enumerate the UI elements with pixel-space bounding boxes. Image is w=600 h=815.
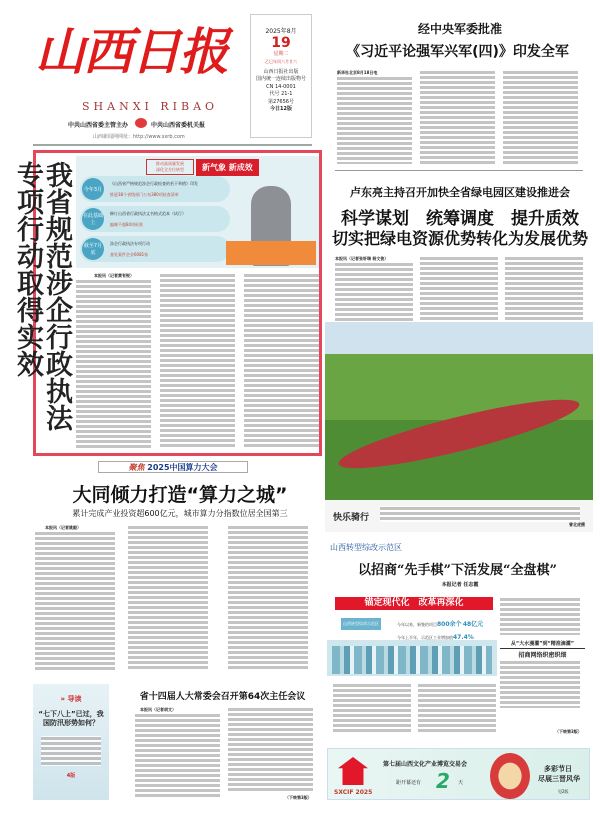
issue-number: 第27656号: [268, 98, 294, 105]
infographic-item: [80, 176, 230, 202]
story4-byline: 本报记者 任志霞: [441, 582, 479, 588]
story4-kicker: 山西转型综改示范区: [330, 543, 402, 552]
expo-slogan2: 尽展三晋风华: [538, 774, 580, 783]
year-month: 2025年8月: [265, 28, 297, 35]
story1-body: [420, 70, 495, 164]
lead-body: [244, 273, 319, 449]
item-sub: 推进38个省级部门公布380项检查清单: [110, 192, 179, 197]
photo-caption: [325, 500, 593, 532]
page-count: 今日12版: [270, 106, 292, 113]
expo-title: 第七届山西文化产业博览交易会: [383, 761, 468, 768]
tag1: 推动高质量发展: [156, 161, 184, 166]
story4-body: [500, 597, 580, 635]
lunar-date: 乙巳年闰六月廿六: [265, 58, 297, 64]
item-text: 修订山西省行政执法文书格式范本（试行）: [110, 211, 186, 216]
story1-body: [503, 70, 578, 164]
story1-dateline: 新华社北京8月18日电: [337, 70, 378, 75]
item-label: 截至7月底: [82, 238, 104, 260]
story3-banner: [98, 461, 248, 473]
lead-story-box: [12, 150, 322, 456]
figure-label: 山西转型综改示范区: [341, 618, 381, 630]
stat2-pre: 今年上半年，示范区工业增加值: [397, 635, 453, 640]
sponsor-right: 中共山西省委机关报: [151, 122, 206, 129]
figure-stat2: [397, 634, 474, 641]
expo-logo-icon: [338, 757, 368, 785]
item-text: 《山西省严格规范涉企行政检查的若干举措》印发: [110, 181, 198, 186]
item-label: 今年3月: [82, 178, 104, 200]
stat1: 800余个: [437, 621, 462, 628]
story5-body: [228, 707, 313, 793]
emblem-icon: [135, 118, 147, 128]
banner-prefix: 聚焦: [128, 463, 145, 472]
story3-subhead: 累计完成产业投资超600亿元，城市算力分指数位居全国第三: [72, 509, 288, 518]
story4-continued: （下转第3版）: [555, 729, 582, 734]
stat1-pre: 今年以来，新签约项目: [397, 622, 437, 627]
expo-slogan1: 多彩节日: [544, 764, 572, 773]
lead-body: [76, 279, 151, 449]
story5-continued: （下转第3版）: [285, 795, 312, 800]
countdown-days: 2: [436, 769, 450, 793]
story3-headline: 大同倾力打造“算力之城”: [72, 484, 288, 506]
cn-label: 国内统一连续出版物号: [255, 76, 306, 83]
story3-body: [128, 525, 208, 671]
story3-body: [228, 525, 308, 671]
story4-body: [418, 683, 496, 733]
story5-headline: 省十四届人大常委会召开第64次主任会议: [139, 692, 306, 702]
stat2: 47.4%: [453, 634, 474, 641]
infographic-item: [80, 236, 230, 262]
infographic-item: [80, 206, 230, 232]
story1-headline: 《习近平论强军兴军(四)》印发全军: [346, 44, 569, 60]
story4-headline: 以招商“先手棋”下活发展“全盘棋”: [358, 563, 557, 578]
story4-subtitle: 从“大水漫灌”到“精准滴灌”: [510, 641, 575, 647]
story1-body: [337, 76, 412, 164]
post-code: 代号 21-1: [269, 91, 293, 98]
divider: [335, 170, 583, 171]
banner-text: 2025中国算力大会: [147, 463, 218, 472]
weekday: 星期二: [273, 51, 289, 58]
lead-dateline: 本报讯（记者黄有锐）: [94, 273, 134, 278]
tag-box: [146, 159, 194, 175]
story2-dateline: 本报讯（记者张轩瑞 杨文俊）: [335, 256, 389, 261]
guide-question[interactable]: “七下八上”已过，我国防汛形势如何？: [38, 710, 104, 728]
item-text: 涉企行政执法专项行动: [110, 241, 150, 246]
date-box: [250, 14, 312, 138]
masthead-pinyin: SHANXI RIBAO: [82, 100, 219, 113]
story2-body: [420, 256, 498, 322]
sponsor-left: 中共山西省委主管主办: [68, 122, 129, 129]
publisher: 山西日报社出版: [263, 68, 299, 75]
photo-credit: 曾北虎摄: [569, 522, 585, 527]
stat1b: 48亿元: [462, 621, 484, 628]
story5-body: [135, 713, 220, 798]
lead-body: [160, 273, 235, 449]
story4-figure: [327, 616, 497, 676]
story3-dateline: 本报讯（记者姚毅）: [45, 525, 81, 530]
expo-banner: [327, 748, 590, 800]
newspaper-logo: 山西日报: [35, 22, 227, 81]
countdown-unit: 天: [458, 780, 464, 786]
day: 19: [271, 35, 291, 51]
figure-stat1: [397, 619, 483, 628]
story5-dateline: 本报讯（记者胡文）: [140, 707, 176, 712]
guide-body: [41, 736, 101, 766]
website: 山西新闻网网址：http://www.sxrb.com: [93, 134, 185, 140]
story2-body: [505, 256, 583, 322]
desk-illustration: [226, 241, 316, 265]
story2-body: [335, 262, 413, 322]
lead-headline: 我省规范涉企行政执法专项行动取得实效: [12, 161, 72, 431]
countdown-label: 距开幕还有: [396, 780, 422, 786]
caption-title: 快乐骑行: [333, 513, 370, 523]
expo-page-ref: 见2版: [558, 789, 569, 794]
item-sub: 编制不超84项标准: [110, 222, 144, 227]
tag2: 深化全方位转型: [156, 167, 184, 172]
guide-box: [33, 684, 109, 800]
story3-body: [35, 531, 115, 671]
divider: [33, 144, 312, 146]
story4-body: [500, 660, 580, 708]
cn-number: CN 14-0001: [266, 83, 296, 90]
cycling-photo: [325, 322, 593, 500]
story4-subtitle2: 招商网络织密织细: [500, 648, 585, 659]
item-sub: 查处案件企业6081家: [110, 252, 149, 257]
mascot-illustration: [490, 753, 530, 799]
story1-kicker: 经中央军委批准: [417, 22, 502, 36]
guide-page[interactable]: 4版: [66, 773, 76, 780]
story4-body: [333, 683, 411, 733]
expo-logo-text: SXCIF 2025: [334, 789, 373, 796]
tag-red: 新气象 新成效: [196, 159, 259, 176]
skyline: [332, 646, 492, 674]
story2-headline1: 科学谋划 统筹调度 提升质效: [341, 209, 579, 229]
road: [335, 388, 584, 481]
guide-title-text: 导读: [67, 695, 82, 703]
red-bar: 锚定现代化 改革再深化: [335, 597, 493, 610]
guide-title: » 导读: [60, 695, 82, 703]
caption-text: [380, 506, 580, 522]
infographic: [76, 156, 319, 268]
item-label: 在此基础上: [82, 208, 104, 230]
story2-headline2: 切实把绿电资源优势转化为发展优势: [331, 229, 588, 248]
story2-kicker: 卢东亮主持召开加快全省绿电园区建设推进会: [350, 186, 570, 199]
